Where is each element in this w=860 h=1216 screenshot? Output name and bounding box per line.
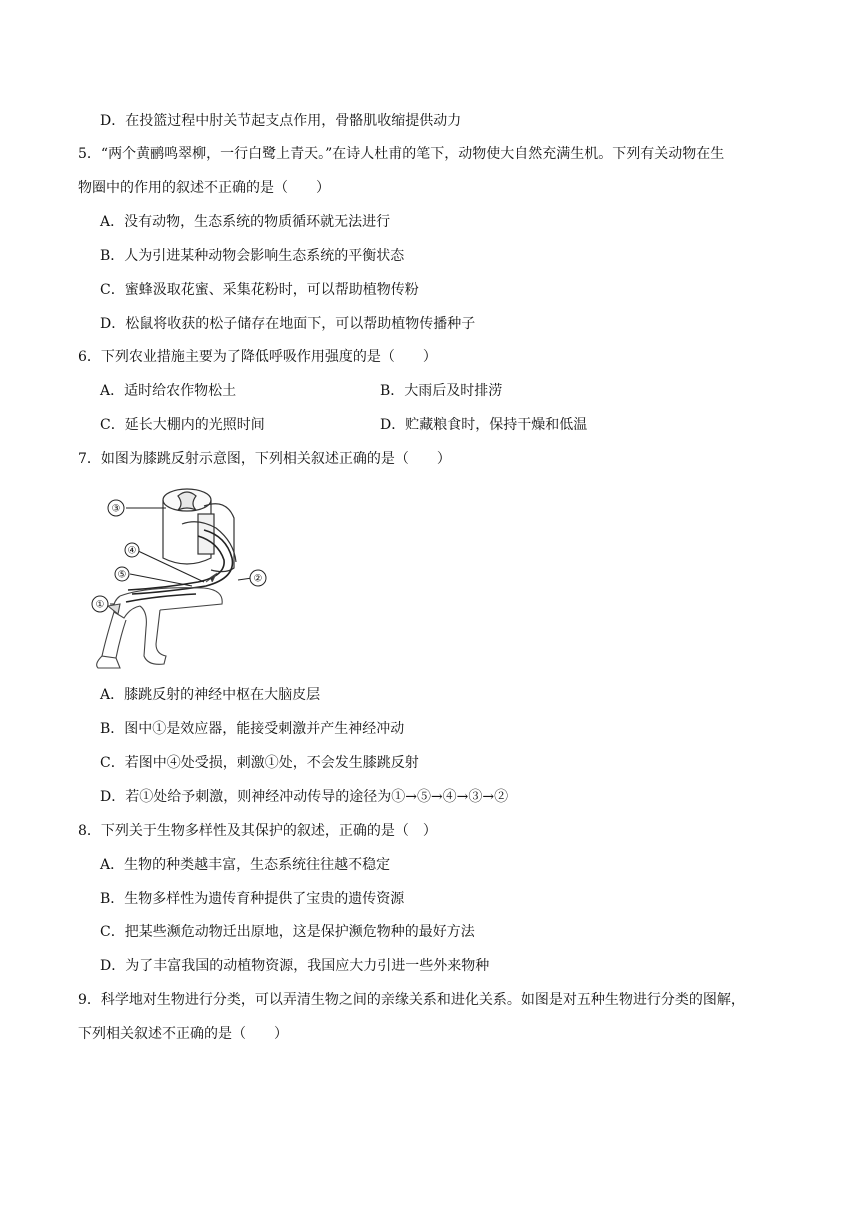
figure-label-1: ① xyxy=(95,599,105,611)
q6-option-d[interactable]: D．贮藏粮食时，保持干燥和低温 xyxy=(380,417,588,433)
q8-option-b[interactable]: B．生物多样性为遗传育种提供了宝贵的遗传资源 xyxy=(100,891,405,907)
figure-label-5: ⑤ xyxy=(117,569,127,581)
q7-stem: 7．如图为膝跳反射示意图，下列相关叙述正确的是（ ） xyxy=(78,451,451,467)
q8-stem: 8．下列关于生物多样性及其保护的叙述，正确的是（ ） xyxy=(78,823,437,839)
q5-option-a[interactable]: A．没有动物，生态系统的物质循环就无法进行 xyxy=(100,214,391,230)
q5-stem-line2: 物圈中的作用的叙述不正确的是（ ） xyxy=(78,180,330,196)
knee-jerk-reflex-figure xyxy=(86,478,276,670)
q9-stem-line2: 下列相关叙述不正确的是（ ） xyxy=(78,1026,288,1042)
q6-stem: 6．下列农业措施主要为了降低呼吸作用强度的是（ ） xyxy=(78,349,437,365)
figure-label-4: ④ xyxy=(127,545,137,557)
q7-option-b[interactable]: B．图中①是效应器，能接受刺激并产生神经冲动 xyxy=(100,721,405,737)
q8-option-c[interactable]: C．把某些濒危动物迁出原地，这是保护濒危物种的最好方法 xyxy=(100,924,475,940)
q8-option-a[interactable]: A．生物的种类越丰富，生态系统往往越不稳定 xyxy=(100,857,391,873)
spinal-cord-drawing xyxy=(163,489,236,572)
q8-option-d[interactable]: D．为了丰富我国的动植物资源，我国应大力引进一些外来物种 xyxy=(100,958,490,974)
q4-option-d[interactable]: D．在投篮过程中肘关节起支点作用，骨骼肌收缩提供动力 xyxy=(100,113,462,129)
q7-option-a[interactable]: A．膝跳反射的神经中枢在大脑皮层 xyxy=(100,687,321,703)
figure-label-3: ③ xyxy=(111,503,121,515)
figure-label-2: ② xyxy=(253,573,263,585)
q6-option-a[interactable]: A．适时给农作物松土 xyxy=(100,383,237,399)
q7-option-c[interactable]: C．若图中④处受损，刺激①处，不会发生膝跳反射 xyxy=(100,755,419,771)
q5-stem-line1: 5．“两个黄鹂鸣翠柳，一行白鹭上青天。”在诗人杜甫的笔下，动物使大自然充满生机。下列有关动物在生 xyxy=(78,146,725,162)
q5-option-b[interactable]: B．人为引进某种动物会影响生态系统的平衡状态 xyxy=(100,248,405,264)
q7-option-d[interactable]: D．若①处给予刺激，则神经冲动传导的途径为①→⑤→④→③→② xyxy=(100,789,509,805)
q5-option-c[interactable]: C．蜜蜂汲取花蜜、采集花粉时，可以帮助植物传粉 xyxy=(100,282,419,298)
q9-stem-line1: 9．科学地对生物进行分类，可以弄清生物之间的亲缘关系和进化关系。如图是对五种生物进行分类的图解， xyxy=(78,992,745,1008)
q5-option-d[interactable]: D．松鼠将收获的松子储存在地面下，可以帮助植物传播种子 xyxy=(100,316,476,332)
leg-outline-drawing xyxy=(97,574,223,668)
q6-option-c[interactable]: C．延长大棚内的光照时间 xyxy=(100,417,265,433)
q6-option-b[interactable]: B．大雨后及时排涝 xyxy=(380,383,503,399)
